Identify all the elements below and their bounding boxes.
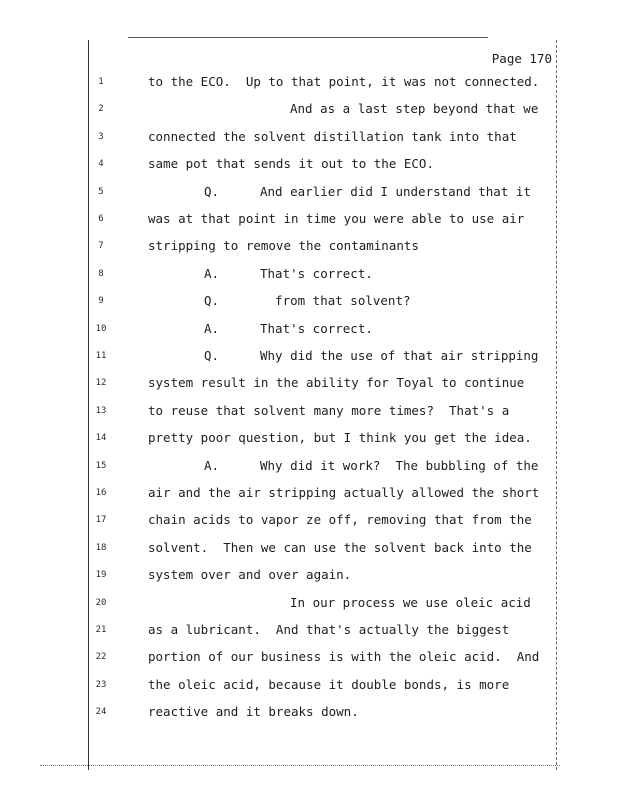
transcript-line	[0, 458, 560, 476]
line-text	[204, 184, 531, 199]
line-number: 11	[95, 351, 107, 361]
line-text	[148, 74, 539, 89]
line-number: 24	[95, 707, 107, 718]
line-text	[148, 567, 351, 582]
transcript-line	[0, 348, 560, 366]
line-text	[290, 595, 531, 610]
transcript-line	[0, 101, 560, 119]
transcript-line	[0, 512, 560, 530]
line-number: 14	[95, 433, 107, 444]
line-content: from that solvent?	[260, 293, 411, 309]
line-number: 13	[95, 405, 107, 416]
line-text	[148, 375, 524, 390]
line-text	[204, 458, 538, 473]
transcript-line	[0, 403, 560, 421]
line-number: 19	[95, 570, 107, 581]
line-number: 22	[95, 652, 107, 663]
line-content: solvent. Then we can use the solvent back into the	[148, 539, 532, 555]
line-content: That's correct.	[260, 265, 373, 281]
line-content: same pot that sends it out to the ECO.	[148, 156, 434, 172]
transcript-line	[0, 293, 560, 311]
transcript-line	[0, 156, 560, 174]
qa-marker: A.	[204, 320, 220, 336]
line-number: 12	[95, 378, 107, 389]
line-text	[204, 266, 373, 281]
line-number: 21	[95, 625, 107, 635]
line-content: system result in the ability for Toyal to continue	[148, 375, 525, 391]
line-text	[204, 293, 411, 308]
line-number: 3	[98, 131, 104, 142]
line-content: In our process we use oleic acid	[290, 594, 531, 610]
line-text	[148, 403, 509, 418]
line-text	[148, 156, 434, 171]
transcript-line	[0, 375, 560, 393]
transcript-line	[0, 704, 560, 722]
line-content: to reuse that solvent many more times? That's a	[148, 402, 510, 418]
line-number: 9	[98, 296, 104, 307]
line-number: 15	[95, 460, 107, 471]
line-number: 4	[98, 159, 104, 170]
transcript-line	[0, 211, 560, 229]
line-text	[148, 485, 539, 500]
line-content: stripping to remove the contaminants	[148, 238, 419, 254]
line-text	[204, 321, 373, 336]
transcript-line	[0, 485, 560, 503]
line-content: to the ECO. Up to that point, it was not connected.	[148, 74, 540, 89]
transcript-line	[0, 430, 560, 448]
line-content: Why did the use of that air stripping	[260, 348, 539, 363]
transcript-line	[0, 677, 560, 695]
qa-marker: Q.	[204, 348, 220, 363]
line-content: And as a last step beyond that we	[290, 101, 539, 117]
line-number: 18	[95, 542, 107, 553]
line-content: chain acids to vapor ze off, removing that from the	[148, 512, 532, 528]
transcript-line	[0, 238, 560, 256]
line-text	[204, 348, 538, 363]
top-rule	[128, 37, 488, 38]
line-text	[148, 649, 539, 664]
line-content: was at that point in time you were able to use air	[148, 211, 525, 226]
line-content: connected the solvent distillation tank into that	[148, 128, 517, 144]
page-number: Page 170	[491, 51, 552, 66]
transcript-line	[0, 622, 560, 640]
transcript-line	[0, 321, 560, 339]
line-text	[148, 211, 524, 226]
transcript-line	[0, 649, 560, 667]
qa-marker: A.	[204, 457, 220, 473]
line-number: 2	[98, 104, 104, 115]
line-text	[148, 512, 532, 527]
line-content: reactive and it breaks down.	[148, 704, 359, 720]
line-content: pretty poor question, but I think you get the idea.	[148, 430, 532, 446]
qa-marker: A.	[204, 265, 220, 281]
line-content: That's correct.	[260, 320, 373, 336]
line-number: 8	[98, 268, 104, 279]
line-text	[290, 101, 538, 116]
line-content: And earlier did I understand that it	[260, 183, 531, 199]
line-text	[148, 677, 509, 692]
transcript-line	[0, 266, 560, 284]
line-text	[148, 704, 359, 719]
line-content: air and the air stripping actually allowed the short	[148, 485, 540, 500]
qa-marker: Q.	[204, 293, 220, 309]
line-number: 20	[95, 597, 107, 608]
line-number: 5	[98, 186, 104, 197]
line-number: 1	[98, 77, 104, 87]
line-text	[148, 129, 517, 144]
transcript-line	[0, 184, 560, 202]
line-text	[148, 540, 532, 555]
transcript-line	[0, 540, 560, 558]
line-number: 23	[95, 679, 107, 690]
line-text	[148, 430, 532, 445]
transcript-line	[0, 567, 560, 585]
line-content: Why did it work? The bubbling of the	[260, 457, 539, 473]
qa-marker: Q.	[204, 183, 220, 199]
transcript-line	[0, 129, 560, 147]
line-number: 7	[98, 241, 104, 252]
line-number: 17	[95, 515, 107, 526]
line-content: portion of our business is with the oleic acid. And	[148, 649, 540, 665]
line-text	[148, 238, 419, 253]
line-content: the oleic acid, because it double bonds, is more	[148, 676, 510, 692]
line-number: 16	[95, 488, 107, 498]
transcript-line	[0, 595, 560, 613]
line-number: 10	[95, 323, 107, 334]
bottom-rule	[40, 765, 560, 766]
line-text	[148, 622, 509, 637]
line-content: system over and over again.	[148, 567, 352, 583]
transcript-line	[0, 74, 560, 92]
line-number: 6	[98, 214, 104, 224]
line-content: as a lubricant. And that's actually the biggest	[148, 622, 510, 637]
